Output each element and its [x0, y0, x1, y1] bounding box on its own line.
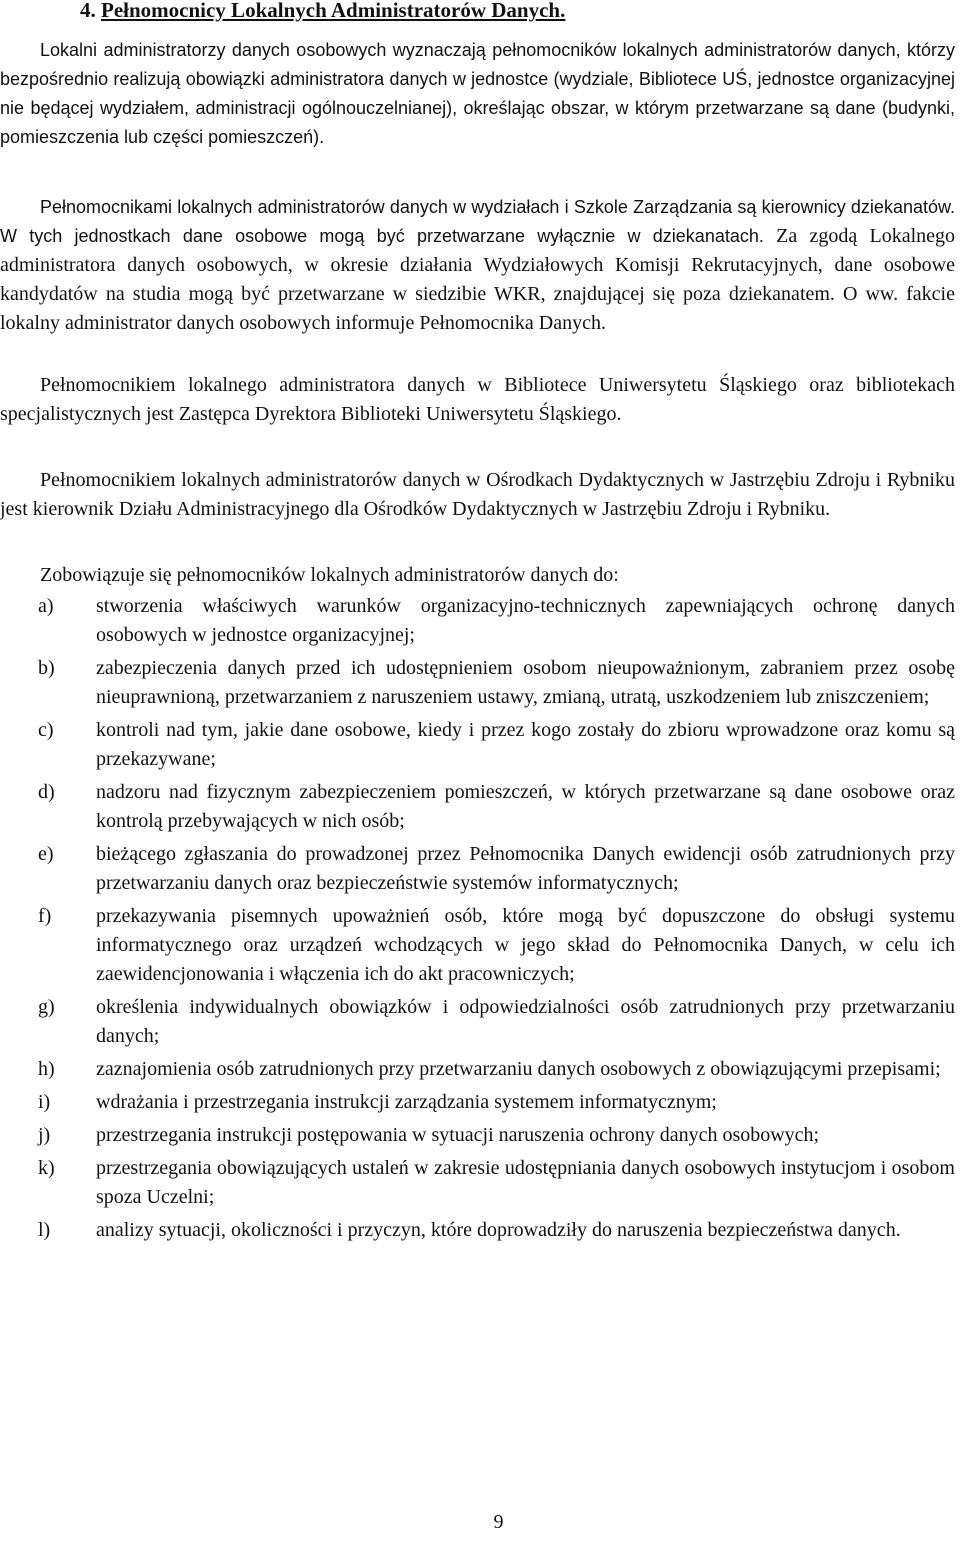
list-marker: k) — [38, 1157, 55, 1179]
list-item — [0, 1055, 955, 1084]
list-item-text: określenia indywidualnych obowiązków i odpowiedzialności osób zatrudnionych przy przetwarzaniu danych; — [96, 996, 955, 1047]
duties-list — [0, 592, 955, 1249]
paragraph-faculty-plenipotentiaries — [0, 193, 955, 338]
list-marker: c) — [38, 719, 54, 741]
list-item — [0, 993, 955, 1051]
list-marker: a) — [38, 595, 54, 617]
list-item — [0, 1154, 955, 1212]
list-item-text: przestrzegania obowiązujących ustaleń w zakresie udostępniania danych osobowych instytucjom i osobom spoza Uczelni; — [96, 1157, 955, 1208]
list-item-text: przestrzegania instrukcji postępowania w sytuacji naruszenia ochrony danych osobowych; — [96, 1124, 820, 1146]
list-item-text: analizy sytuacji, okoliczności i przyczyn, które doprowadziły do naruszenia bezpieczeństwa danych. — [96, 1219, 901, 1241]
section-number: 4. — [80, 0, 96, 22]
section-title: Pełnomocnicy Lokalnych Administratorów Danych. — [101, 0, 566, 22]
list-marker: i) — [38, 1091, 51, 1113]
list-item-text: zabezpieczenia danych przed ich udostępnieniem osobom nieupoważnionym, zabraniem przez osobę nieuprawnioną, przetwarzaniem z naruszeniem ustawy, zmianą, utratą, uszkodzeniem lub zniszczeniem; — [96, 657, 955, 708]
list-marker: j) — [38, 1124, 51, 1146]
list-item — [0, 902, 955, 989]
duties-intro: Zobowiązuje się pełnomocników lokalnych administratorów danych do: — [40, 564, 619, 586]
list-item — [0, 654, 955, 712]
list-item-text: kontroli nad tym, jakie dane osobowe, kiedy i przez kogo zostały do zbioru wprowadzone oraz komu są przekazywane; — [96, 719, 955, 770]
list-item — [0, 1216, 955, 1245]
list-item — [0, 1121, 955, 1150]
list-item-text: wdrażania i przestrzegania instrukcji zarządzania systemem informatycznym; — [96, 1091, 717, 1113]
list-marker: e) — [38, 843, 54, 865]
list-item-text: bieżącego zgłaszania do prowadzonej przez Pełnomocnika Danych ewidencji osób zatrudnionych przy przetwarzaniu danych oraz bezpieczeństwie systemów informatycznych; — [96, 843, 955, 894]
list-item — [0, 840, 955, 898]
list-item-text: nadzoru nad fizycznym zabezpieczeniem pomieszczeń, w których przetwarzane są dane osobowe oraz kontrolą przebywających w nich osób; — [96, 781, 955, 832]
list-marker: f) — [38, 905, 52, 927]
list-item-text: zaznajomienia osób zatrudnionych przy przetwarzaniu danych osobowych z obowiązującymi przepisami; — [96, 1058, 941, 1080]
paragraph-library-plenipotentiary: Pełnomocnikiem lokalnego administratora danych w Bibliotece Uniwersytetu Śląskiego oraz bibliotekach specjalistycznych jest Zastępca Dyrektora Biblioteki Uniwersytetu Śląskiego. — [0, 374, 955, 425]
paragraph-teaching-centres-plenipotentiary: Pełnomocnikiem lokalnych administratorów danych w Ośrodkach Dydaktycznych w Jastrzębiu Zdroju i Rybniku jest kierownik Działu Administracyjnego dla Ośrodków Dydaktycznych w Jastrzębiu Zdroju i Rybniku. — [0, 469, 955, 520]
list-item — [0, 778, 955, 836]
list-marker: b) — [38, 657, 55, 679]
list-item — [0, 716, 955, 774]
list-marker: g) — [38, 996, 55, 1018]
list-marker: l) — [38, 1219, 51, 1241]
paragraph-faculty-plenipotentiaries-part1: Pełnomocnikami lokalnych administratorów danych w wydziałach i Szkole Zarządzania są kierownicy dziekanatów. W tych jednostkach dane osobowe mogą być przetwarzane wyłącznie w dziekanatach. — [0, 197, 955, 246]
paragraph-local-administrators: Lokalni administratorzy danych osobowych wyznaczają pełnomocników lokalnych administratorów danych, którzy bezpośrednio realizują obowiązki administratora danych w jednostce (wydziale, Bibliotece UŚ, jednostce organizacyjnej nie będącej wydziałem, administracji ogólnouczelnianej), określając obszar, w którym przetwarzane są dane (budynki, pomieszczenia lub części pomieszczeń). — [0, 40, 955, 147]
section-heading — [80, 0, 565, 23]
paragraph-faculty-plenipotentiaries-part2: Za zgodą Lokalnego administratora danych osobowych, w okresie działania Wydziałowych Komisji Rekrutacyjnych, dane osobowe kandydatów na studia mogą być przetwarzane w siedzibie WKR, znajdującej się poza dziekanatem. O ww. fakcie lokalny administrator danych osobowych informuje Pełnomocnika Danych. — [0, 225, 955, 334]
list-marker: h) — [38, 1058, 55, 1080]
list-item-text: przekazywania pisemnych upoważnień osób, które mogą być dopuszczone do obsługi systemu informatycznego oraz urządzeń wchodzących w jego skład do Pełnomocnika Danych, w celu ich zaewidencjonowania i włączenia ich do akt pracowniczych; — [96, 905, 955, 985]
list-item — [0, 1088, 955, 1117]
page-number: 9 — [493, 1511, 504, 1533]
list-marker: d) — [38, 781, 55, 803]
list-item — [0, 592, 955, 650]
list-item-text: stworzenia właściwych warunków organizacyjno-technicznych zapewniających ochronę danych osobowych w jednostce organizacyjnej; — [96, 595, 955, 646]
